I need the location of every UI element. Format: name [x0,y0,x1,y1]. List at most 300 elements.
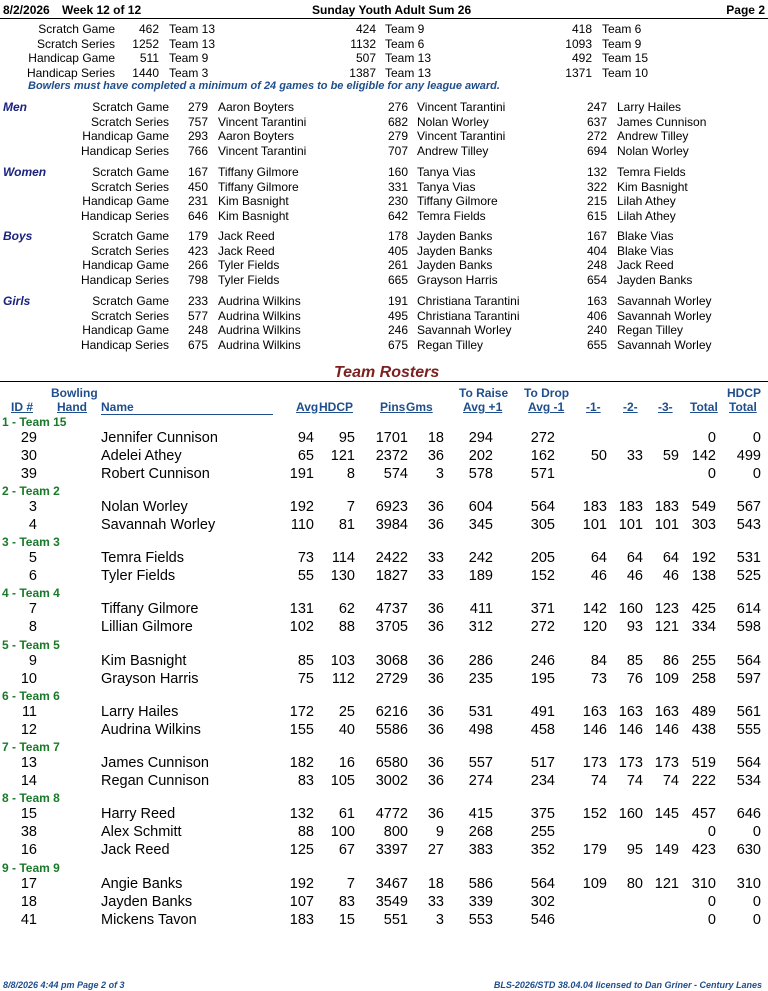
bowler-total: 310 [691,876,716,892]
bowler-g2: 74 [626,773,643,789]
bowler-g3: 86 [662,653,679,669]
bowler-g3: 101 [654,517,679,533]
high-label: Handicap Game [82,258,169,272]
bowler-name: Audrina Wilkins [101,722,201,738]
bowler-g3: 109 [654,671,679,687]
bowler-total: 457 [691,806,716,822]
bowler-raise: 235 [468,671,493,687]
high-score: 261 [387,258,408,272]
high-bowler: Audrina Wilkins [218,323,301,337]
high-bowler: Tanya Vias [417,179,476,194]
high-score: 178 [387,229,408,243]
bowler-avg: 192 [289,876,314,892]
high-score: 160 [387,165,408,179]
bowler-g3: 183 [654,499,679,515]
bowler-gms: 36 [427,704,444,720]
high-score: 215 [586,194,607,208]
high-bowler: Vincent Tarantini [218,143,307,158]
bowler-drop: 571 [530,466,555,482]
high-label: Scratch Series [90,114,169,129]
bowler-name: Jack Reed [101,842,170,858]
bowler-avg: 132 [289,806,314,822]
team-heading: 9 - Team 9 [2,861,60,875]
high-score: 405 [387,243,408,258]
bowler-raise: 268 [468,824,493,840]
bowler-g3: 173 [654,755,679,771]
bowler-name: Nolan Worley [101,499,188,515]
bowler-g1: 50 [590,448,607,464]
bowler-gms: 36 [427,755,444,771]
high-score: 577 [187,308,208,323]
high-bowler: Savannah Worley [617,337,712,352]
bowler-avg: 172 [289,704,314,720]
high-score: 293 [187,129,208,143]
col-id: ID # [11,400,34,414]
bowler-raise: 339 [468,894,493,910]
high-bowler: James Cunnison [617,114,707,129]
footer-license: BLS-2026/STD 38.04.04 licensed to Dan Griner - Century Lanes [493,980,762,990]
bowler-total: 519 [691,755,716,771]
bowler-id: 9 [28,653,37,669]
bowler-avg: 55 [297,568,314,584]
high-bowler: Jayden Banks [417,258,493,272]
bowler-htotal: 598 [736,619,761,635]
bowler-gms: 36 [427,773,444,789]
bowler-id: 11 [21,704,37,720]
bowler-htotal: 525 [736,568,761,584]
high-score: 707 [387,143,408,158]
bowler-raise: 415 [468,806,493,822]
high-bowler: Kim Basnight [617,179,688,194]
bowler-htotal: 646 [736,806,761,822]
bowler-htotal: 0 [752,430,761,446]
bowler-hdcp: 15 [338,912,355,928]
bowler-raise: 202 [468,448,493,464]
bowler-total: 0 [707,466,716,482]
col-avg-plus: Avg +1 [463,400,503,414]
high-bowler: Blake Vias [617,229,674,243]
high-bowler: Christiana Tarantini [417,294,520,308]
bowler-total: 258 [691,671,716,687]
bowler-g3: 149 [654,842,679,858]
team-high-score: 1387 [349,65,376,80]
bowler-hdcp: 121 [330,448,355,464]
bowler-hdcp: 114 [331,550,355,566]
team-high-label: Handicap Game [28,51,115,66]
high-label: Handicap Game [82,323,169,337]
col-hdcp-top: HDCP [727,386,762,400]
high-score: 163 [586,294,607,308]
bowler-name: James Cunnison [101,755,209,771]
bowler-g1: 64 [590,550,607,566]
bowler-id: 8 [28,619,37,635]
league-name: Sunday Youth Adult Sum 26 [312,3,472,17]
bowler-drop: 205 [530,550,555,566]
bowler-name: Larry Hailes [101,704,179,720]
bowler-g1: 109 [582,876,607,892]
high-bowler: Temra Fields [417,208,486,223]
bowler-pins: 3705 [375,619,408,635]
team-heading: 1 - Team 15 [2,415,67,429]
bowler-avg: 192 [289,499,314,515]
bowler-gms: 33 [427,568,444,584]
bowler-id: 4 [28,517,37,533]
high-label: Handicap Series [80,272,169,287]
high-score: 450 [187,179,208,194]
high-bowler: Regan Tilley [617,323,684,337]
high-bowler: Kim Basnight [218,194,289,208]
bowler-total: 438 [691,722,716,738]
team-high-label: Scratch Game [38,22,115,36]
bowler-g3: 64 [662,550,679,566]
high-score: 248 [187,323,208,337]
bowler-hdcp: 100 [330,824,355,840]
bowler-hdcp: 16 [338,755,355,771]
high-label: Handicap Game [82,129,169,143]
bowler-id: 39 [20,466,37,482]
bowler-hdcp: 83 [338,894,355,910]
bowler-g1: 179 [582,842,607,858]
high-label: Handicap Game [82,194,169,208]
bowler-htotal: 543 [736,517,761,533]
bowler-total: 303 [691,517,716,533]
bowler-g1: 152 [582,806,607,822]
bowler-raise: 531 [468,704,493,720]
header-divider [0,18,768,19]
high-score: 682 [387,114,408,129]
bowler-total: 222 [691,773,716,789]
high-score: 233 [187,294,208,308]
high-score: 423 [187,243,208,258]
bowler-htotal: 0 [752,824,761,840]
bowler-raise: 578 [468,466,493,482]
bowler-id: 3 [28,499,37,515]
col-name: Name [101,400,134,414]
bowler-g1: 74 [590,773,607,789]
bowler-htotal: 597 [736,671,761,687]
bowler-raise: 274 [468,773,493,789]
bowler-name: Tyler Fields [101,568,176,584]
team-high-team: Team 13 [169,22,216,36]
col-gms: Gms [406,400,433,414]
bowler-hdcp: 103 [330,653,355,669]
bowler-pins: 2729 [375,671,408,687]
high-label: Scratch Series [90,179,169,194]
bowler-drop: 371 [530,601,555,617]
high-score: 642 [387,208,408,223]
bowler-drop: 255 [530,824,555,840]
bowler-gms: 18 [427,430,444,446]
bowler-hdcp: 130 [330,568,355,584]
bowler-gms: 36 [427,653,444,669]
bowler-hdcp: 95 [338,430,355,446]
footer-print-info: 8/8/2026 4:44 pm Page 2 of 3 [3,980,125,990]
bowler-g2: 93 [626,619,643,635]
high-bowler: Kim Basnight [218,208,289,223]
bowler-g1: 163 [582,704,607,720]
team-high-score: 1371 [565,65,592,80]
high-bowler: Aaron Boyters [218,129,295,143]
bowler-name: Angie Banks [101,876,183,892]
bowler-name: Jennifer Cunnison [101,430,218,446]
high-score: 406 [586,308,607,323]
bowler-g2: 76 [626,671,643,687]
high-bowler: Andrew Tilley [417,143,489,158]
col-to-drop: To Drop [524,386,570,400]
high-score: 655 [586,337,607,352]
high-bowler: Savannah Worley [617,308,712,323]
team-high-team: Team 15 [602,51,649,66]
bowler-avg: 182 [289,755,314,771]
high-score: 495 [387,308,408,323]
bowler-g3: 146 [654,722,679,738]
high-label: Scratch Game [92,294,169,308]
bowler-name: Lillian Gilmore [101,619,193,635]
bowler-drop: 152 [530,568,555,584]
bowler-name: Robert Cunnison [101,466,210,482]
team-heading: 6 - Team 6 [2,689,60,703]
high-score: 231 [187,194,208,208]
bowler-id: 15 [20,806,37,822]
bowler-g3: 59 [662,448,679,464]
bowler-total: 0 [707,912,716,928]
bowler-drop: 517 [530,755,555,771]
bowler-htotal: 0 [752,894,761,910]
bowler-total: 192 [691,550,716,566]
high-bowler: Savannah Worley [617,294,712,308]
high-score: 322 [586,179,607,194]
bowler-id: 18 [20,894,37,910]
high-score: 766 [187,143,208,158]
bowler-total: 334 [691,619,716,635]
bowler-g2: 95 [626,842,643,858]
bowler-avg: 155 [289,722,314,738]
high-score: 675 [387,337,408,352]
team-heading: 2 - Team 2 [2,484,60,498]
col-total: Total [690,400,718,414]
bowler-hdcp: 81 [338,517,355,533]
team-high-score: 1132 [350,36,376,51]
bowler-name: Harry Reed [101,806,176,822]
bowler-g2: 160 [618,601,643,617]
bowler-gms: 36 [427,671,444,687]
high-bowler: Nolan Worley [417,114,489,129]
bowler-raise: 586 [468,876,493,892]
bowler-g3: 123 [654,601,679,617]
bowler-pins: 1701 [375,430,408,446]
bowler-g3: 145 [654,806,679,822]
bowler-g3: 163 [654,704,679,720]
high-bowler: Blake Vias [617,243,674,258]
team-high-team: Team 10 [602,65,649,80]
bowler-pins: 3467 [375,876,408,892]
bowler-id: 5 [28,550,37,566]
high-score: 247 [586,100,607,114]
bowler-avg: 83 [297,773,314,789]
col-avg-minus: Avg -1 [528,400,565,414]
bowler-avg: 73 [297,550,314,566]
bowler-g2: 33 [626,448,643,464]
bowler-gms: 36 [427,448,444,464]
bowler-drop: 302 [530,894,555,910]
high-bowler: Jack Reed [218,243,275,258]
high-score: 757 [187,114,208,129]
bowler-gms: 36 [427,601,444,617]
high-score: 167 [586,229,607,243]
bowler-drop: 272 [530,619,555,635]
bowler-gms: 33 [427,894,444,910]
bowler-pins: 6923 [375,499,408,515]
bowler-raise: 189 [468,568,493,584]
bowler-g2: 46 [626,568,643,584]
bowler-hdcp: 25 [338,704,355,720]
high-bowler: Vincent Tarantini [417,100,506,114]
team-high-label: Handicap Series [26,65,115,80]
bowler-g2: 85 [626,653,643,669]
bowler-drop: 195 [530,671,555,687]
bowler-id: 14 [20,773,37,789]
bowler-pins: 3002 [375,773,408,789]
bowler-g1: 183 [582,499,607,515]
bowler-g2: 163 [618,704,643,720]
team-heading: 3 - Team 3 [2,535,60,549]
bowler-pins: 3068 [375,653,408,669]
bowler-id: 38 [20,824,37,840]
bowler-htotal: 310 [736,876,761,892]
bowler-drop: 246 [530,653,555,669]
high-score: 404 [586,243,607,258]
team-high-score: 1252 [132,36,159,51]
bowler-g3: 121 [654,876,679,892]
bowler-total: 142 [691,448,716,464]
bowler-name: Kim Basnight [101,653,187,669]
bowler-total: 138 [691,568,716,584]
high-bowler: Larry Hailes [617,100,682,114]
bowler-id: 12 [20,722,37,738]
high-bowler: Tiffany Gilmore [218,165,299,179]
bowler-drop: 564 [530,876,555,892]
bowler-avg: 88 [297,824,314,840]
bowler-name: Temra Fields [101,550,184,566]
high-bowler: Jack Reed [617,258,674,272]
bowler-name: Savannah Worley [101,517,216,533]
high-bowler: Vincent Tarantini [218,114,307,129]
category-boys: Boys [3,229,33,243]
team-high-label: Scratch Series [36,36,115,51]
team-heading: 4 - Team 4 [2,586,60,600]
bowler-gms: 33 [427,550,444,566]
bowler-total: 0 [707,430,716,446]
page-number: Page 2 [726,3,765,17]
high-score: 637 [586,114,607,129]
high-bowler: Tyler Fields [218,272,280,287]
bowler-raise: 557 [468,755,493,771]
team-high-score: 1440 [132,65,159,80]
bowler-htotal: 499 [736,448,761,464]
rosters-title: Team Rosters [334,364,440,381]
team-heading: 7 - Team 7 [2,740,60,754]
bowler-pins: 551 [383,912,408,928]
bowler-hdcp: 8 [346,466,355,482]
high-score: 665 [387,272,408,287]
bowler-htotal: 531 [736,550,761,566]
bowler-name: Regan Cunnison [101,773,210,789]
bowler-g1: 73 [590,671,607,687]
team-high-team: Team 13 [169,36,216,51]
bowler-g3: 46 [662,568,679,584]
bowler-gms: 27 [427,842,444,858]
bowler-total: 425 [691,601,716,617]
high-bowler: Lilah Athey [617,208,676,223]
high-score: 646 [187,208,208,223]
high-label: Handicap Series [80,208,169,223]
high-score: 248 [586,258,607,272]
bowler-hdcp: 40 [338,722,355,738]
bowler-avg: 110 [290,517,314,533]
bowler-name: Adelei Athey [101,448,182,464]
bowler-name: Grayson Harris [101,671,199,687]
report-date: 8/2/2026 [3,3,50,17]
bowler-name: Mickens Tavon [101,912,197,928]
team-high-score: 511 [139,51,159,66]
bowler-raise: 345 [468,517,493,533]
team-high-score: 462 [138,22,159,36]
high-bowler: Lilah Athey [617,194,676,208]
bowler-name: Alex Schmitt [101,824,182,840]
bowler-g1: 120 [582,619,607,635]
bowler-avg: 183 [289,912,314,928]
bowler-raise: 411 [469,601,493,617]
col-game1: -1- [586,400,601,414]
high-bowler: Grayson Harris [417,272,498,287]
high-bowler: Christiana Tarantini [417,308,520,323]
col-avg: Avg [296,400,319,414]
bowler-id: 16 [20,842,37,858]
high-bowler: Aaron Boyters [218,100,295,114]
team-high-score: 418 [571,22,592,36]
bowler-drop: 272 [530,430,555,446]
category-girls: Girls [3,294,31,308]
bowler-g3: 74 [662,773,679,789]
bowler-gms: 36 [427,499,444,515]
bowler-hdcp: 7 [346,876,355,892]
col-pins: Pins [380,400,406,414]
bowler-total: 489 [691,704,716,720]
bowler-avg: 85 [297,653,314,669]
bowler-pins: 4772 [375,806,408,822]
col-bowling: Bowling [51,386,98,400]
bowler-htotal: 567 [736,499,761,515]
team-high-score: 1093 [565,36,592,51]
high-bowler: Jayden Banks [417,243,493,258]
bowler-id: 17 [20,876,37,892]
bowler-raise: 286 [468,653,493,669]
team-high-team: Team 6 [602,22,642,36]
team-high-score: 424 [355,22,376,36]
bowler-hdcp: 112 [331,671,355,687]
high-label: Scratch Series [90,308,169,323]
bowler-g2: 160 [618,806,643,822]
rosters-divider [0,381,768,382]
bowler-raise: 604 [468,499,493,515]
bowler-htotal: 564 [736,755,761,771]
bowler-htotal: 0 [752,466,761,482]
col-game3: -3- [658,400,673,414]
bowler-drop: 564 [530,499,555,515]
high-bowler: Tyler Fields [218,258,280,272]
bowler-gms: 9 [435,824,444,840]
bowler-g3: 121 [654,619,679,635]
